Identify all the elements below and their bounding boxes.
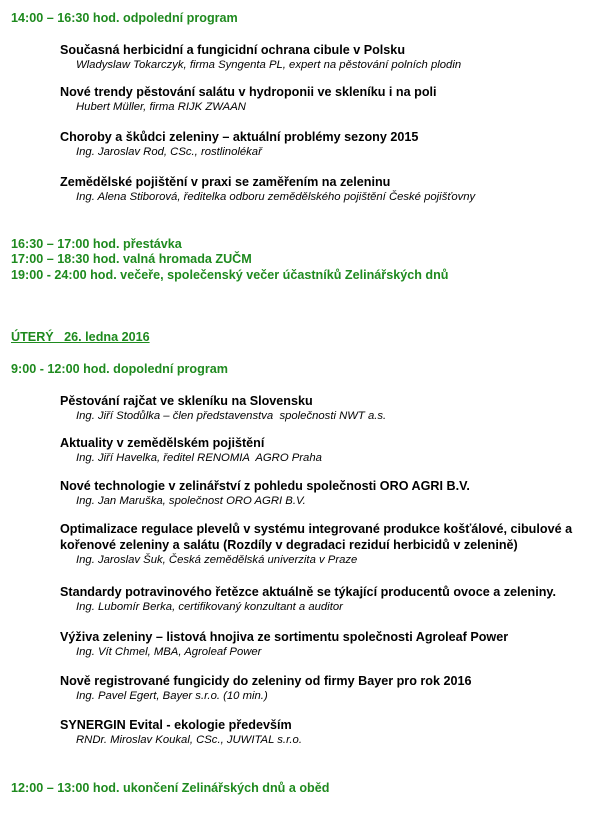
talk-title: Pěstování rajčat ve skleníku na Slovensku: [60, 394, 313, 408]
talk-title: Nové trendy pěstování salátu v hydroponii ve skleníku i na poli: [60, 85, 437, 99]
talk-title: Choroby a škůdci zeleniny – aktuální problémy sezony 2015: [60, 130, 419, 144]
talk: [60, 435, 322, 465]
heading-monday-afternoon: 14:00 – 16:30 hod. odpolední program: [11, 11, 238, 25]
talk: [60, 521, 572, 567]
talk-speaker: Ing. Jaroslav Šuk, Česká zemědělská univerzita v Praze: [76, 554, 358, 566]
talk-title: Nově registrované fungicidy do zeleniny od firmy Bayer pro rok 2016: [60, 674, 472, 688]
talk-title: Nové technologie v zelinářství z pohledu společnosti ORO AGRI B.V.: [60, 479, 470, 493]
talk: [60, 629, 508, 659]
talk-speaker: Ing. Jan Maruška, společnost ORO AGRI B.V.: [76, 495, 306, 507]
evening-item: 17:00 – 18:30 hod. valná hromada ZUČM: [11, 252, 252, 266]
talk-speaker: Hubert Müller, firma RIJK ZWAAN: [76, 101, 246, 113]
evening-item: 19:00 - 24:00 hod. večeře, společenský večer účastníků Zelinářských dnů: [11, 268, 449, 282]
talk-speaker: Wladyslaw Tokarczyk, firma Syngenta PL, expert na pěstování polních plodin: [76, 59, 462, 71]
talk: [60, 717, 302, 747]
talk: [60, 129, 418, 159]
talk-title-line2: kořenové zeleniny a salátu (Rozdíly v degradaci reziduí herbicidů v zelenině): [60, 538, 518, 552]
talk: [60, 584, 556, 614]
talk-title: Aktuality v zemědělském pojištění: [60, 436, 265, 450]
heading-tuesday-morning: 9:00 - 12:00 hod. dopolední program: [11, 362, 228, 376]
talk: [60, 673, 472, 703]
talk-speaker: RNDr. Miroslav Koukal, CSc., JUWITAL s.r.o.: [76, 734, 302, 746]
talk-speaker: Ing. Jiří Stodůlka – člen představenstva společnosti NWT a.s.: [76, 410, 387, 422]
talk-title: Současná herbicidní a fungicidní ochrana cibule v Polsku: [60, 43, 406, 57]
talk-speaker: Ing. Vít Chmel, MBA, Agroleaf Power: [76, 646, 262, 658]
evening-item: 16:30 – 17:00 hod. přestávka: [11, 237, 182, 251]
talk: [60, 174, 475, 204]
talk-speaker: Ing. Pavel Egert, Bayer s.r.o. (10 min.): [76, 690, 268, 702]
talk-title: Standardy potravinového řetězce aktuálně se týkající producentů ovoce a zeleniny.: [60, 585, 556, 599]
talk-speaker: Ing. Jaroslav Rod, CSc., rostlinolékař: [76, 146, 262, 158]
talk-speaker: Ing. Lubomír Berka, certifikovaný konzultant a auditor: [76, 601, 343, 613]
talk-title: SYNERGIN Evital - ekologie především: [60, 718, 292, 732]
talk-speaker: Ing. Jiří Havelka, ředitel RENOMIA AGRO Praha: [76, 452, 322, 464]
closing-item: 12:00 – 13:00 hod. ukončení Zelinářských dnů a oběd: [11, 781, 330, 795]
date-heading: ÚTERÝ 26. ledna 2016: [11, 330, 150, 344]
talk: [60, 84, 437, 114]
talk: [60, 393, 386, 423]
talk-title: Výživa zeleniny – listová hnojiva ze sortimentu společnosti Agroleaf Power: [60, 630, 509, 644]
talk: [60, 42, 461, 72]
talk-title: Zemědělské pojištění v praxi se zaměřením na zeleninu: [60, 175, 391, 189]
talk-speaker: Ing. Alena Stiborová, ředitelka odboru zemědělského pojištění České pojišťovny: [76, 191, 476, 203]
talk-title: Optimalizace regulace plevelů v systému integrované produkce košťálové, cibulové a: [60, 522, 573, 536]
talk: [60, 478, 470, 508]
